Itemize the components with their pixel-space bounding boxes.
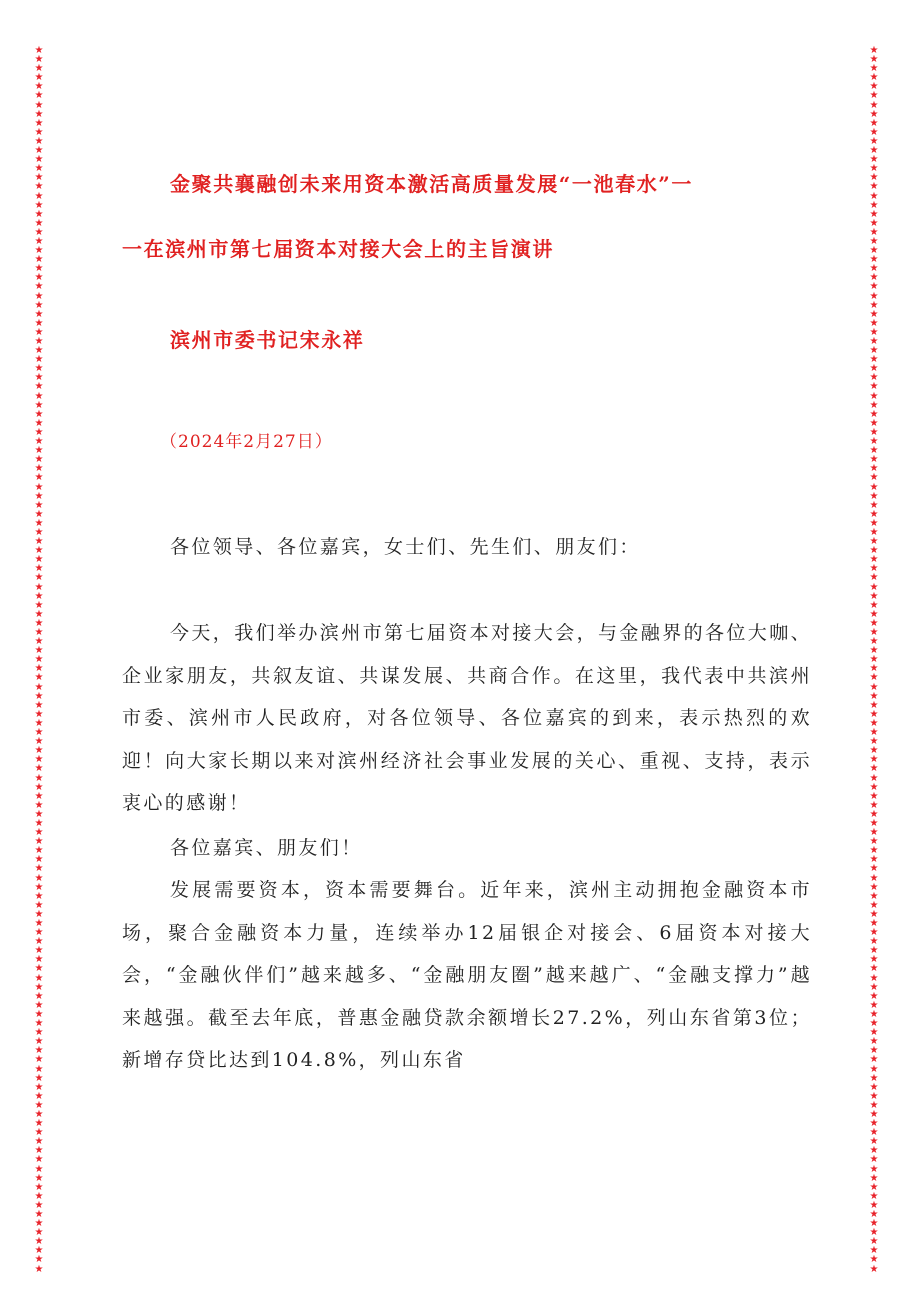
speech-date: （2024年2月27日） <box>160 432 333 452</box>
title-line-2: 一在滨州市第七届资本对接大会上的主旨演讲 <box>122 237 554 261</box>
paragraph-greeting: 各位嘉宾、朋友们！ <box>170 837 363 859</box>
salutation: 各位领导、各位嘉宾，女士们、先生们、朋友们： <box>170 536 641 558</box>
title-line-1: 金聚共襄融创未来用资本激活高质量发展“一池春水”一 <box>170 172 694 196</box>
right-star-border: ★★★★★★★★★★★★★★★★★★★★★★★★★★★★★★★★★★★★★★★★★★★★★★★★★★★★★★★★★★★★★★★★★★★★★★★★★★★★★★★★★★★★★★★★★★★★★★★★★★★★★★★★★★★★★★★★★★★★★★★★★★★★★★★★★★★★★★★ <box>869 45 879 1275</box>
left-star-border: ★★★★★★★★★★★★★★★★★★★★★★★★★★★★★★★★★★★★★★★★★★★★★★★★★★★★★★★★★★★★★★★★★★★★★★★★★★★★★★★★★★★★★★★★★★★★★★★★★★★★★★★★★★★★★★★★★★★★★★★★★★★★★★★★★★★★★★★ <box>34 45 44 1275</box>
speaker-name: 滨州市委书记宋永祥 <box>170 328 365 352</box>
paragraph-development: 发展需要资本，资本需要舞台。近年来，滨州主动拥抱金融资本市场，聚合金融资本力量，连续举办12届银企对接会、6届资本对接大会，“金融伙伴们”越来越多、“金融朋友圈”越来越广、“金融支撑力”越来越强。截至去年底，普惠金融贷款余额增长27.2%，列山东省第3位；新增存贷比达到104.8%，列山东省 <box>122 879 812 1071</box>
paragraph-welcome: 今天，我们举办滨州市第七届资本对接大会，与金融界的各位大咖、企业家朋友，共叙友谊、共谋发展、共商合作。在这里，我代表中共滨州市委、滨州市人民政府，对各位领导、各位嘉宾的到来，表示热烈的欢迎！向大家长期以来对滨州经济社会事业发展的关心、重视、支持，表示衷心的感谢！ <box>122 622 813 814</box>
